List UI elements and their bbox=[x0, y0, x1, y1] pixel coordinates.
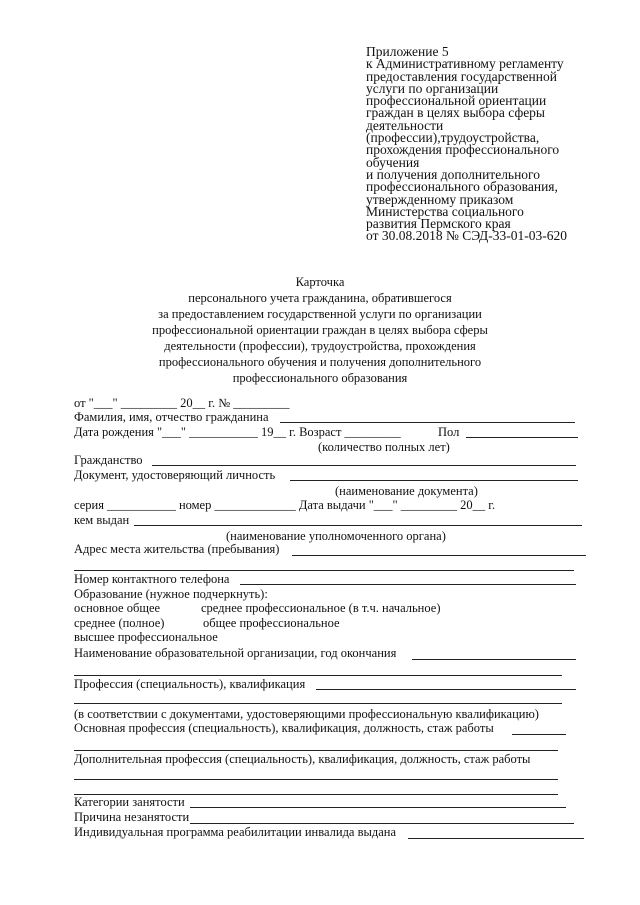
series-number-field[interactable]: серия ___________ номер _____________ Дата выдачи "___" _________ 20__ г. bbox=[74, 498, 496, 512]
appendix-line: и получения дополнительного bbox=[366, 166, 541, 182]
profession-label: Профессия (специальность), квалификация bbox=[74, 677, 306, 691]
appendix-line: (профессии),трудоустройства, bbox=[366, 130, 540, 146]
add-profession-line[interactable] bbox=[74, 779, 558, 780]
phone-label: Номер контактного телефона bbox=[74, 572, 230, 586]
main-profession-line[interactable] bbox=[512, 734, 566, 735]
edu-general-prof-option[interactable]: общее профессиональное bbox=[203, 616, 340, 630]
appendix-line: граждан в целях выбора сферы bbox=[366, 105, 546, 121]
appendix-line: Министерства социального bbox=[366, 203, 524, 219]
age-hint: (количество полных лет) bbox=[318, 440, 450, 454]
edu-spo-option[interactable]: среднее профессиональное (в т.ч. начальное) bbox=[201, 601, 441, 615]
ipr-line[interactable] bbox=[408, 838, 584, 839]
title-line: профессионального обучения и получения дополнительного bbox=[158, 355, 482, 369]
address-label: Адрес места жительства (пребывания) bbox=[74, 542, 280, 556]
edu-org-line-2[interactable] bbox=[74, 675, 562, 676]
employment-category-line[interactable] bbox=[190, 807, 566, 808]
title-line: персонального учета гражданина, обратившегося bbox=[188, 291, 452, 305]
edu-full-option[interactable]: среднее (полное) bbox=[74, 616, 165, 630]
org-hint: (наименование уполномоченного органа) bbox=[226, 529, 446, 543]
appendix-line: развития Пермского края bbox=[366, 216, 511, 232]
appendix-line: от 30.08.2018 № СЭД-33-01-03-620 bbox=[366, 228, 567, 244]
phone-line[interactable] bbox=[240, 584, 576, 585]
date-number-field[interactable]: от "___" _________ 20__ г. № _________ bbox=[74, 396, 290, 410]
identity-doc-label: Документ, удостоверяющий личность bbox=[74, 468, 276, 482]
appendix-line: Приложение 5 bbox=[366, 44, 449, 59]
unemployment-reason-line[interactable] bbox=[190, 823, 574, 824]
appendix-block bbox=[366, 46, 616, 243]
citizenship-line[interactable] bbox=[152, 465, 576, 466]
ipr-label: Индивидуальная программа реабилитации инвалида выдана bbox=[74, 825, 397, 839]
add-profession-label: Дополнительная профессия (специальность), квалификация, должность, стаж работы bbox=[74, 752, 531, 766]
sex-label: Пол bbox=[438, 425, 460, 439]
education-label: Образование (нужное подчеркнуть): bbox=[74, 587, 268, 601]
appendix-line: прохождения профессионального bbox=[366, 142, 560, 158]
edu-org-line[interactable] bbox=[412, 659, 576, 660]
fio-label: Фамилия, имя, отчество гражданина bbox=[74, 410, 269, 424]
issued-by-line[interactable] bbox=[134, 525, 582, 526]
appendix-line: деятельности bbox=[366, 117, 444, 133]
title-line: Карточка bbox=[295, 275, 345, 289]
title-line: профессиональной ориентации граждан в целях выбора сферы bbox=[152, 323, 488, 337]
identity-doc-line[interactable] bbox=[290, 480, 578, 481]
edu-basic-option[interactable]: основное общее bbox=[74, 601, 161, 615]
unemployment-reason-label: Причина незанятости bbox=[74, 810, 190, 824]
appendix-line: профессионального образования, bbox=[366, 179, 558, 195]
appendix-line: услуги по организации bbox=[366, 80, 499, 96]
edu-higher-option[interactable]: высшее профессиональное bbox=[74, 630, 218, 644]
profession-line[interactable] bbox=[316, 689, 576, 690]
address-line[interactable] bbox=[292, 555, 586, 556]
citizenship-label: Гражданство bbox=[74, 453, 143, 467]
address-line-2[interactable] bbox=[74, 570, 574, 571]
issued-by-label: кем выдан bbox=[74, 513, 130, 527]
doc-hint: (наименование документа) bbox=[335, 484, 478, 498]
title-line: профессионального образования bbox=[232, 371, 408, 385]
birth-date-field[interactable]: Дата рождения "___" ___________ 19__ г. Возраст _________ bbox=[74, 425, 401, 439]
appendix-line: профессиональной ориентации bbox=[366, 93, 547, 109]
employment-category-label: Категории занятости bbox=[74, 795, 185, 809]
appendix-line: утвержденному приказом bbox=[366, 191, 514, 207]
sex-line[interactable] bbox=[466, 437, 578, 438]
main-profession-line-2[interactable] bbox=[74, 750, 558, 751]
appendix-line: к Административному регламенту bbox=[366, 56, 564, 72]
appendix-line: предоставления государственной bbox=[366, 68, 557, 84]
profession-line-2[interactable] bbox=[74, 703, 562, 704]
title-line: за предоставлением государственной услуги по организации bbox=[158, 307, 482, 321]
appendix-line: обучения bbox=[366, 154, 420, 170]
main-profession-label: Основная профессия (специальность), квалификация, должность, стаж работы bbox=[74, 721, 494, 735]
fio-line[interactable] bbox=[280, 422, 575, 423]
title-line: деятельности (профессии), трудоустройства, прохождения bbox=[164, 339, 476, 353]
docs-hint: (в соответствии с документами, удостоверяющими профессиональную квалификацию) bbox=[74, 707, 539, 721]
edu-org-label: Наименование образовательной организации, год окончания bbox=[74, 646, 397, 660]
